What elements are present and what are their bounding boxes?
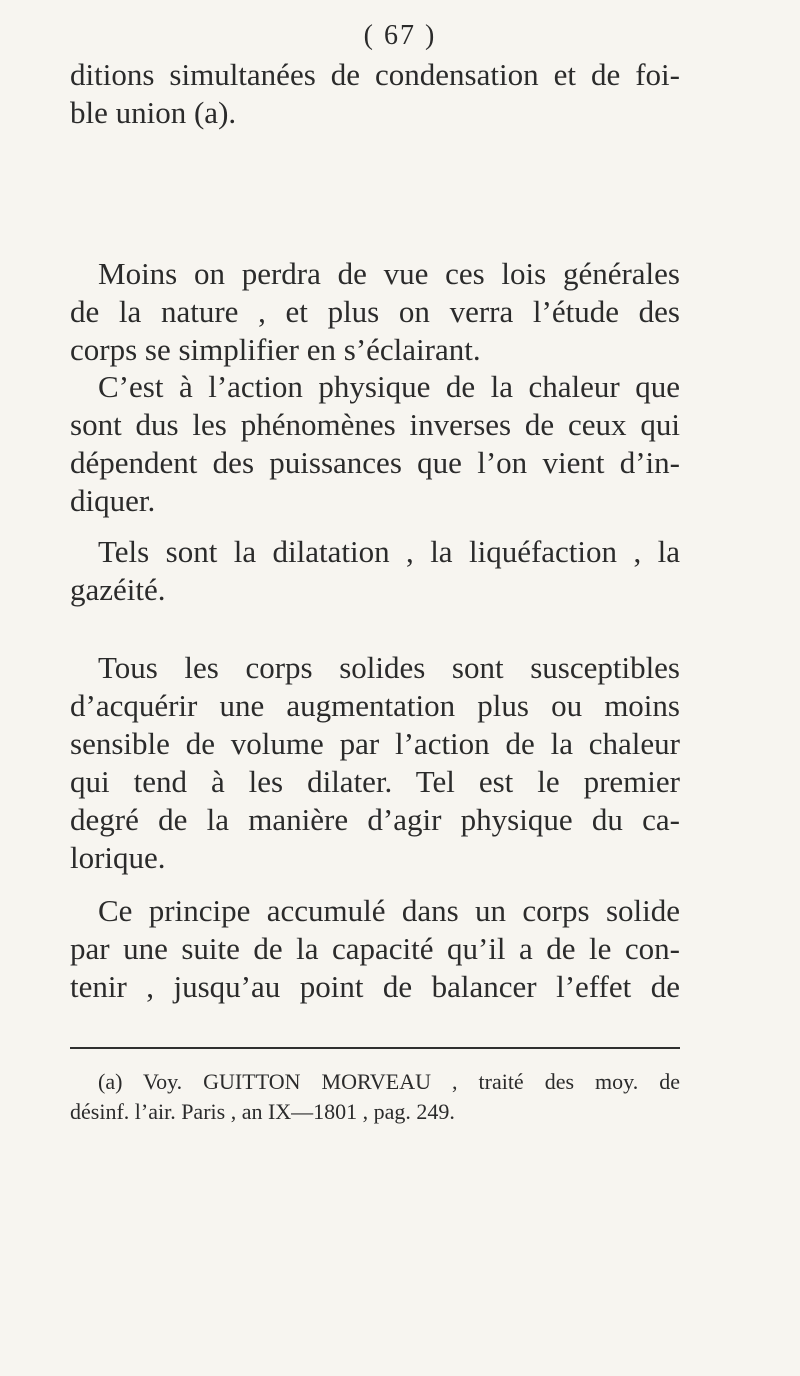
text-line: de la nature , et plus on verra l’étude des: [70, 294, 680, 329]
paragraph: [70, 892, 680, 1006]
page-number: ( 67 ): [363, 20, 437, 51]
text-line: sensible de volume par l’action de la chaleur: [70, 726, 680, 761]
paragraph: [70, 368, 680, 520]
text-line: lorique.: [70, 840, 166, 875]
text-line: Ce principe accumulé dans un corps solide: [98, 893, 680, 928]
text-line: d’acquérir une augmentation plus ou moins: [70, 688, 680, 723]
text-line: degré de la manière d’agir physique du ca-: [70, 802, 680, 837]
paragraph: [70, 255, 680, 369]
paragraph: [70, 533, 680, 609]
text-line: C’est à l’action physique de la chaleur que: [98, 369, 680, 404]
text-line: Moins on perdra de vue ces lois générales: [98, 256, 680, 291]
text-line: par une suite de la capacité qu’il a de le con-: [70, 931, 680, 966]
text-line: dépendent des puissances que l’on vient d’in-: [70, 445, 680, 480]
text-line: diquer.: [70, 483, 156, 518]
footnote: [70, 1067, 680, 1127]
text-line: sont dus les phénomènes inverses de ceux qui: [70, 407, 680, 442]
paragraph-continuation: [70, 56, 680, 132]
paragraph: [70, 649, 680, 877]
footnote-divider: [70, 1047, 680, 1049]
text-line: ditions simultanées de condensation et de foi-: [70, 57, 680, 92]
text-line: Tous les corps solides sont susceptibles: [98, 650, 680, 685]
text-line: corps se simplifier en s’éclairant.: [70, 332, 481, 367]
text-line: qui tend à les dilater. Tel est le premier: [70, 764, 680, 799]
text-line: Tels sont la dilatation , la liquéfaction , la: [98, 534, 680, 569]
text-line: gazéité.: [70, 572, 166, 607]
footnote-line: (a) Voy. GUITTON MORVEAU , traité des moy. de: [98, 1069, 680, 1094]
text-line: tenir , jusqu’au point de balancer l’effet de: [70, 969, 680, 1004]
text-line: ble union (a).: [70, 95, 237, 130]
footnote-line: désinf. l’air. Paris , an IX—1801 , pag. 249.: [70, 1099, 455, 1124]
